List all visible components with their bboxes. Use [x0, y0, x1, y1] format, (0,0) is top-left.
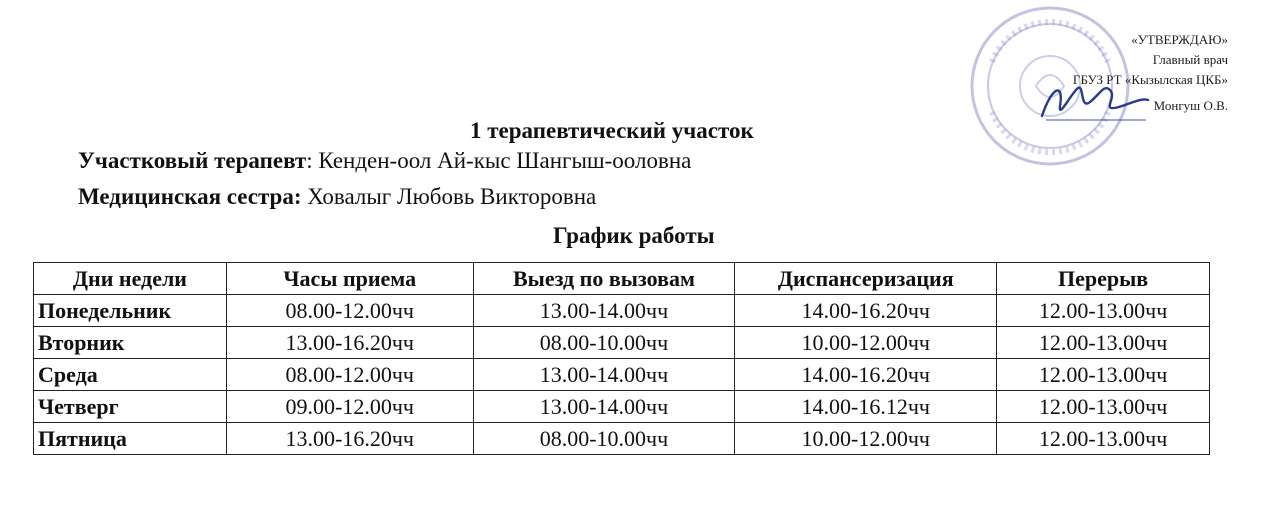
- district-title: 1 терапевтический участок: [470, 118, 754, 143]
- break-cell: 12.00-13.00чч: [997, 359, 1210, 391]
- reception-cell: 13.00-16.20чч: [226, 327, 473, 359]
- table-row: [34, 295, 1210, 327]
- therapist-name: : Кенден-оол Ай-кыс Шангыш-ооловна: [306, 148, 692, 173]
- dispensary-cell: 14.00-16.20чч: [735, 295, 997, 327]
- reception-cell: 13.00-16.20чч: [226, 423, 473, 455]
- reception-cell: 08.00-12.00чч: [226, 295, 473, 327]
- column-header-reception: Часы приема: [226, 263, 473, 295]
- approval-name: Монгуш О.В.: [1153, 98, 1228, 113]
- house-calls-cell: 13.00-14.00чч: [473, 295, 735, 327]
- approval-heading: «УТВЕРЖДАЮ»: [1131, 32, 1228, 47]
- schedule-table: [33, 262, 1210, 455]
- table-row: [34, 423, 1210, 455]
- column-header-break: Перерыв: [997, 263, 1210, 295]
- house-calls-cell: 08.00-10.00чч: [473, 423, 735, 455]
- approval-organization: ГБУЗ РТ «Кызылская ЦКБ»: [1072, 72, 1228, 87]
- therapist-label: Участковый терапевт: [78, 148, 307, 173]
- break-cell: 12.00-13.00чч: [997, 295, 1210, 327]
- table-header-row: [34, 263, 1210, 295]
- day-cell: Среда: [34, 359, 227, 391]
- day-cell: Вторник: [34, 327, 227, 359]
- column-header-house-calls: Выезд по вызовам: [473, 263, 735, 295]
- dispensary-cell: 14.00-16.20чч: [735, 359, 997, 391]
- approval-position: Главный врач: [1152, 52, 1228, 67]
- reception-cell: 08.00-12.00чч: [226, 359, 473, 391]
- house-calls-cell: 13.00-14.00чч: [473, 359, 735, 391]
- column-header-day: Дни недели: [34, 263, 227, 295]
- column-header-dispensary: Диспансеризация: [735, 263, 997, 295]
- dispensary-cell: 10.00-12.00чч: [735, 423, 997, 455]
- nurse-label: Медицинская сестра:: [78, 184, 302, 209]
- nurse-name: Ховалыг Любовь Викторовна: [301, 184, 597, 209]
- break-cell: 12.00-13.00чч: [997, 327, 1210, 359]
- nurse-line: [78, 184, 596, 210]
- day-cell: Четверг: [34, 391, 227, 423]
- table-row: [34, 359, 1210, 391]
- day-cell: Понедельник: [34, 295, 227, 327]
- therapist-line: [78, 148, 691, 174]
- dispensary-cell: 10.00-12.00чч: [735, 327, 997, 359]
- handwritten-signature: [1038, 76, 1150, 126]
- day-cell: Пятница: [34, 423, 227, 455]
- reception-cell: 09.00-12.00чч: [226, 391, 473, 423]
- dispensary-cell: 14.00-16.12чч: [735, 391, 997, 423]
- house-calls-cell: 08.00-10.00чч: [473, 327, 735, 359]
- table-row: [34, 327, 1210, 359]
- house-calls-cell: 13.00-14.00чч: [473, 391, 735, 423]
- break-cell: 12.00-13.00чч: [997, 391, 1210, 423]
- table-row: [34, 391, 1210, 423]
- break-cell: 12.00-13.00чч: [997, 423, 1210, 455]
- schedule-title: График работы: [553, 223, 715, 248]
